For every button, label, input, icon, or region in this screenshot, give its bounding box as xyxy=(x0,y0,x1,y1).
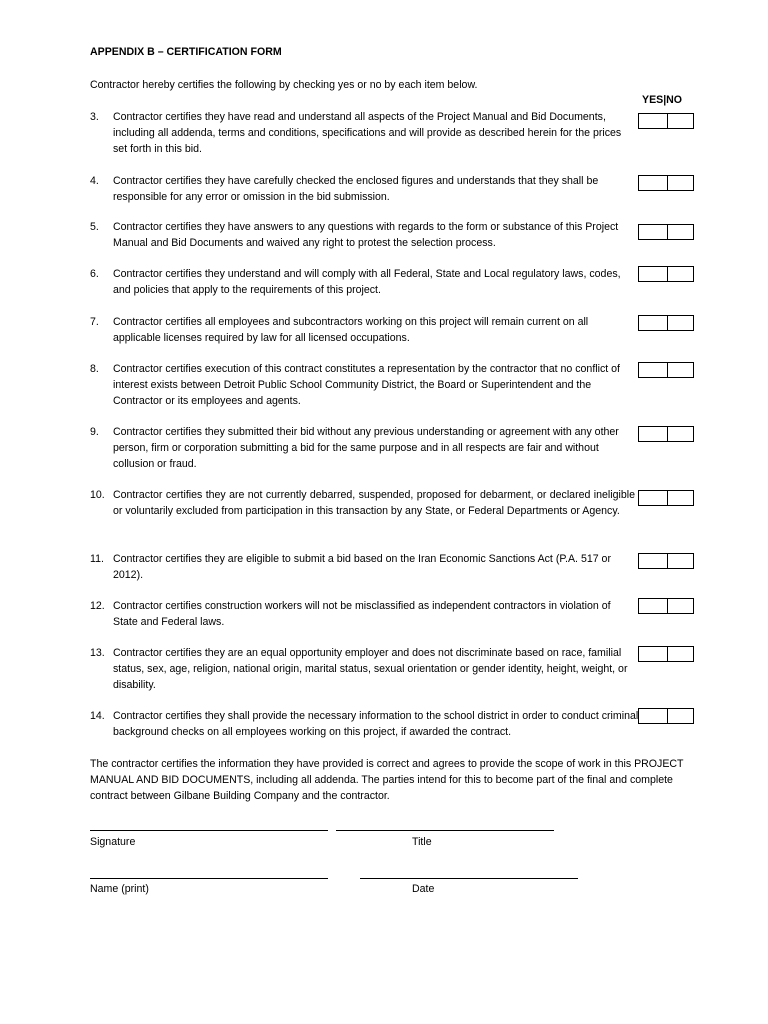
item-text: Contractor certifies execution of this contract constitutes a representation by the contractor that no conflict of interest exists between Detroit Public School Community District, the Board or Superintendent and the Contractor or its employees and agents. xyxy=(113,363,620,407)
item-text: Contractor certifies they shall provide the necessary information to the school district in order to conduct criminal background checks on all employees working on this project, if awarded the contract. xyxy=(113,710,639,738)
signature-line[interactable] xyxy=(90,830,328,831)
item-number: 7. xyxy=(90,316,99,328)
yes-checkbox[interactable] xyxy=(639,599,668,613)
no-checkbox[interactable] xyxy=(667,491,693,505)
no-checkbox[interactable] xyxy=(667,647,693,661)
item-text: Contractor certifies they are eligible to submit a bid based on the Iran Economic Sanctions Act (P.A. 517 or 2012). xyxy=(113,553,611,581)
yes-checkbox[interactable] xyxy=(639,316,668,330)
no-checkbox[interactable] xyxy=(667,363,693,377)
item-text: Contractor certifies they understand and will comply with all Federal, State and Local regulatory laws, codes, and policies that apply to the requirements of this project. xyxy=(113,268,621,296)
title-label: Title xyxy=(412,836,432,848)
yes-checkbox[interactable] xyxy=(639,554,668,568)
yes-no-checkbox-pair xyxy=(638,113,694,129)
yes-no-checkbox-pair xyxy=(638,553,694,569)
item-text: Contractor certifies they have carefully checked the enclosed figures and understands that they shall be responsible for any error or omission in the bid submission. xyxy=(113,175,599,203)
item-text: Contractor certifies they have read and understand all aspects of the Project Manual and Bid Documents, including all addenda, terms and conditions, specifications and will provide as described herein for the prices set forth in this bid. xyxy=(113,111,622,155)
yes-checkbox[interactable] xyxy=(639,363,668,377)
title-line[interactable] xyxy=(336,830,554,831)
yes-checkbox[interactable] xyxy=(639,114,668,128)
yes-no-checkbox-pair xyxy=(638,315,694,331)
item-number: 9. xyxy=(90,426,99,438)
no-checkbox[interactable] xyxy=(667,176,693,190)
date-label: Date xyxy=(412,883,435,895)
no-checkbox[interactable] xyxy=(667,427,693,441)
yes-no-checkbox-pair xyxy=(638,266,694,282)
name-print-label: Name (print) xyxy=(90,883,149,895)
item-text: Contractor certifies all employees and subcontractors working on this project will remain current on all applicable licenses required by law for all licensed occupations. xyxy=(113,316,589,344)
yes-no-header: YES|NO xyxy=(642,94,683,106)
no-checkbox[interactable] xyxy=(667,225,693,239)
yes-no-checkbox-pair xyxy=(638,224,694,240)
no-checkbox[interactable] xyxy=(667,599,693,613)
item-number: 5. xyxy=(90,221,99,233)
item-number: 6. xyxy=(90,268,99,280)
item-number: 8. xyxy=(90,363,99,375)
yes-no-checkbox-pair xyxy=(638,490,694,506)
item-number: 12. xyxy=(90,600,105,612)
name-print-line[interactable] xyxy=(90,878,328,879)
item-text: Contractor certifies they submitted their bid without any previous understanding or agreement with any other person, firm or corporation submitting a bid for the same purpose and in all respects are fair and without collusion or fraud. xyxy=(113,426,619,470)
item-text: Contractor certifies they are an equal opportunity employer and does not discriminate based on race, familial status, sex, age, religion, national origin, marital status, sexual orientation or gender identity, height, weight, or disability. xyxy=(113,647,628,691)
item-number: 3. xyxy=(90,111,99,123)
no-checkbox[interactable] xyxy=(667,114,693,128)
no-checkbox[interactable] xyxy=(667,316,693,330)
signature-label: Signature xyxy=(90,836,136,848)
form-intro: Contractor hereby certifies the following by checking yes or no by each item below. xyxy=(90,79,478,91)
yes-checkbox[interactable] xyxy=(639,491,668,505)
item-number: 13. xyxy=(90,647,105,659)
yes-checkbox[interactable] xyxy=(639,225,668,239)
no-checkbox[interactable] xyxy=(667,554,693,568)
yes-no-checkbox-pair xyxy=(638,646,694,662)
yes-checkbox[interactable] xyxy=(639,427,668,441)
item-number: 4. xyxy=(90,175,99,187)
item-number: 14. xyxy=(90,710,105,722)
date-line[interactable] xyxy=(360,878,578,879)
form-title: APPENDIX B – CERTIFICATION FORM xyxy=(90,46,282,58)
yes-no-checkbox-pair xyxy=(638,175,694,191)
closing-statement: The contractor certifies the information they have provided is correct and agrees to provide the scope of work in this PROJECT MANUAL AND BID DOCUMENTS, including all addenda. The parties intend for this to become part of the final and complete contract between Gilbane Building Company and the contractor. xyxy=(90,758,684,802)
no-checkbox[interactable] xyxy=(667,267,693,281)
yes-checkbox[interactable] xyxy=(639,709,668,723)
item-text: Contractor certifies they are not currently debarred, suspended, proposed for debarment, or declared ineligible or voluntarily excluded from participation in this transaction by any State, or Federal Departments or Agency. xyxy=(113,489,635,517)
yes-no-checkbox-pair xyxy=(638,598,694,614)
yes-no-checkbox-pair xyxy=(638,426,694,442)
yes-no-checkbox-pair xyxy=(638,362,694,378)
no-checkbox[interactable] xyxy=(667,709,693,723)
yes-no-checkbox-pair xyxy=(638,708,694,724)
yes-checkbox[interactable] xyxy=(639,267,668,281)
item-text: Contractor certifies construction workers will not be misclassified as independent contractors in violation of State and Federal laws. xyxy=(113,600,611,628)
yes-checkbox[interactable] xyxy=(639,647,668,661)
item-number: 11. xyxy=(90,553,104,565)
item-text: Contractor certifies they have answers to any questions with regards to the form or substance of this Project Manual and Bid Documents and waived any right to protest the selection process. xyxy=(113,221,619,249)
item-number: 10. xyxy=(90,489,105,501)
yes-checkbox[interactable] xyxy=(639,176,668,190)
